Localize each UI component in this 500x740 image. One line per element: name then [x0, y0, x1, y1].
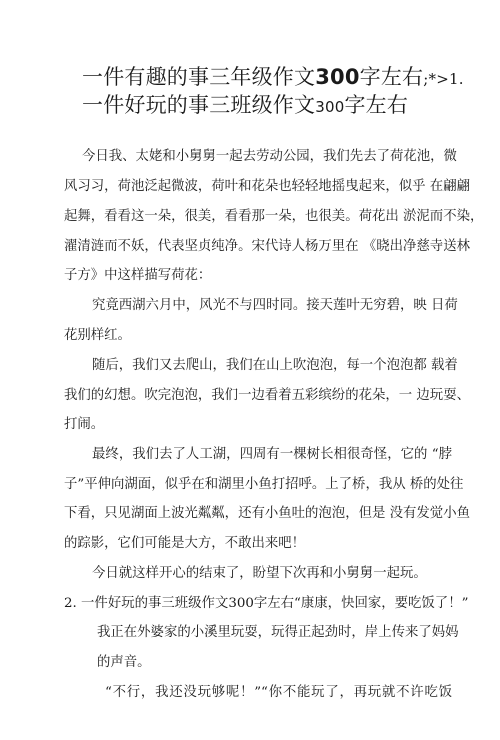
title-line-2: [82, 92, 482, 120]
body-line: 我们的幻想。吹完泡泡，我们一边看着五彩缤纷的花朵，一 边玩耍、: [64, 388, 470, 403]
body-line: 风习习，荷池泛起微波，荷叶和花朵也轻轻地摇曳起来，似乎 在翩翩: [64, 179, 470, 194]
body-line: 起舞，看看这一朵，很美，看看那一朵，也很美。荷花出 淤泥而不染，: [64, 209, 484, 224]
body-line: 今日就这样开心的结束了，盼望下次再和小舅舅一起玩。: [92, 566, 427, 581]
body-line: 花别样红。: [64, 328, 131, 343]
body-line: 子”平伸向湖面，似乎在和湖里小鱼打招呼。上了桥，我从 桥的处往: [64, 477, 464, 492]
body-line: “不行，我还没玩够呢！”“你不能玩了，再玩就不许吃饭: [105, 685, 452, 700]
body-line: 的声音。: [97, 655, 151, 670]
body-line: 最终，我们去了人工湖，四周有一棵树长相很奇怪，它的 “脖: [92, 447, 452, 462]
body-line: 随后，我们又去爬山，我们在山上吹泡泡，每一个泡泡都 载着: [92, 358, 458, 373]
title-number: 300: [315, 98, 345, 116]
body-line: 我正在外婆家的小溪里玩耍，玩得正起劲时，岸上传来了妈妈: [97, 625, 459, 640]
title-tail: ;*>1.: [423, 70, 464, 88]
body-line: 下看，只见湖面上波光粼粼，还有小鱼吐的泡泡，但是 没有发觉小鱼: [64, 506, 470, 521]
body-line: 打闹。: [64, 417, 105, 432]
title-text: 一件好玩的事三班级作文: [82, 93, 316, 117]
body-line: 2. 一件好玩的事三班级作文300字左右“康康，快回家，要吃饭了！”: [64, 596, 469, 611]
body-line: 子方》中这样描写荷花：: [64, 268, 212, 283]
body-line: 的踪影，它们可能是大方，不敢出来吧！: [64, 536, 306, 551]
body-line: 究竟西湖六月中，风光不与四时同。接天莲叶无穷碧，映 日荷: [92, 298, 458, 313]
body-line: 今日我、太姥和小舅舅一起去劳动公园，我们先去了荷花池，微: [82, 149, 457, 164]
title-line-1: [82, 64, 482, 92]
title-text: 一件有趣的事三年级作文: [82, 65, 316, 89]
title-number: 300: [315, 65, 360, 89]
title-text: 字左右: [359, 65, 424, 89]
title-text: 字左右: [344, 93, 409, 117]
body-line: 濯清涟而不妖，代表坚贞纯净。宋代诗人杨万里在 《晓出净慈寺送林: [64, 239, 470, 254]
